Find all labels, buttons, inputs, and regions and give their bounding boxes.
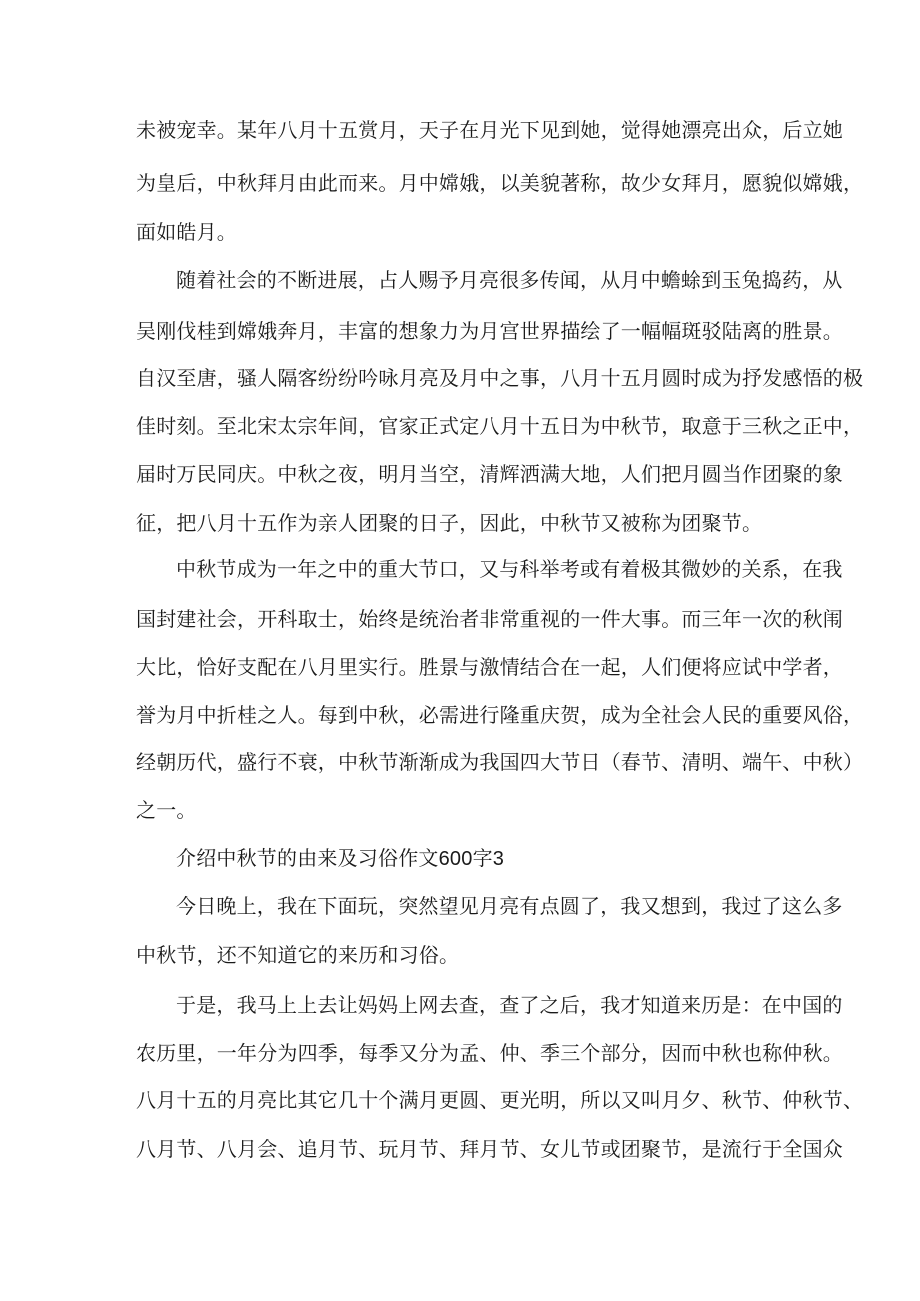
paragraph-2-line-6: 征，把八月十五作为亲人团聚的日子，因此，中秋节又被称为团聚节。 (136, 511, 763, 535)
paragraph-3-line-4: 誉为月中折桂之人。每到中秋，必需进行隆重庆贺，成为全社会人民的重要风俗， (136, 703, 864, 727)
paragraph-5-line-3: 八月十五的月亮比其它几十个满月更圆、更光明，所以又叫月夕、秋节、仲秋节、 (136, 1088, 864, 1112)
paragraph-3-line-1: 中秋节成为一年之中的重大节口，又与科举考或有着极其微妙的关系，在我 (176, 557, 843, 581)
paragraph-3-line-2: 国封建社会，开科取士，始终是统治者非常重视的一件大事。而三年一次的秋闱 (136, 607, 843, 631)
paragraph-5-line-1: 于是，我马上上去让妈妈上网去查，查了之后，我才知道来历是：在中国的 (176, 993, 843, 1017)
paragraph-3-line-3: 大比，恰好支配在八月里实行。胜景与激情结合在一起，人们便将应试中学者， (136, 655, 843, 679)
paragraph-1-line-3: 面如皓月。 (136, 220, 237, 244)
paragraph-4-line-1: 今日晚上，我在下面玩，突然望见月亮有点圆了，我又想到，我过了这么多 (176, 894, 843, 918)
paragraph-5-line-2: 农历里，一年分为四季，每季又分为孟、仲、季三个部分，因而中秋也称仲秋。 (136, 1041, 843, 1065)
paragraph-2-line-4: 佳时刻。至北宋太宗年间，官家正式定八月十五日为中秋节，取意于三秋之正中， (136, 414, 864, 438)
paragraph-3-line-6: 之一。 (136, 798, 197, 822)
paragraph-5-line-4: 八月节、八月会、追月节、玩月节、拜月节、女儿节或团聚节，是流行于全国众 (136, 1137, 843, 1161)
paragraph-1-line-2: 为皇后，中秋拜月由此而来。月中嫦娥，以美貌著称，故少女拜月，愿貌似嫦娥， (136, 171, 864, 195)
paragraph-2-line-5: 届时万民同庆。中秋之夜，明月当空，清辉洒满大地，人们把月圆当作团聚的象 (136, 462, 843, 486)
paragraph-4-line-2: 中秋节，还不知道它的来历和习俗。 (136, 943, 460, 967)
paragraph-3-line-5: 经朝历代，盛行不衰，中秋节渐渐成为我国四大节日（春节、清明、端午、中秋） (136, 750, 864, 774)
paragraph-1-line-1: 未被宠幸。某年八月十五赏月，天子在月光下见到她，觉得她漂亮出众，后立她 (136, 118, 843, 142)
section-heading: 介绍中秋节的由来及习俗作文600字3 (176, 848, 505, 870)
paragraph-2-line-2: 吴刚伐桂到嫦娥奔月，丰富的想象力为月宫世界描绘了一幅幅斑驳陆离的胜景。 (136, 319, 843, 343)
paragraph-2-line-1: 随着社会的不断进展，占人赐予月亮很多传闻，从月中蟾蜍到玉兔捣药，从 (176, 268, 843, 292)
paragraph-2-line-3: 自汉至唐，骚人隔客纷纷吟咏月亮及月中之事，八月十五月圆时成为抒发感悟的极 (136, 366, 864, 390)
